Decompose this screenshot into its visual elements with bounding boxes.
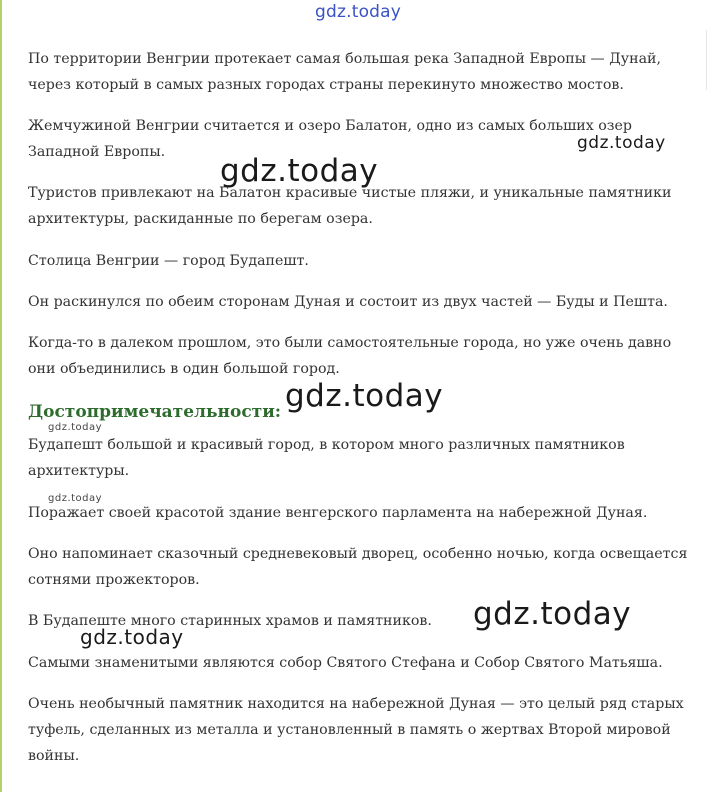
- paragraph-history: Когда-то в далеком прошлом, это были самостоятельные города, но уже очень давно они объединились в один большой город.: [28, 335, 672, 377]
- paragraph-parliament: Поражает своей красотой здание венгерского парламента на набережной Дуная.: [28, 505, 648, 521]
- section-heading: Достопримечательности:: [28, 402, 282, 422]
- paragraph-danube: По территории Венгрии протекает самая большая река Западной Европы — Дунай, через который в самых разных городах страны перекинуто множество мостов.: [28, 51, 661, 93]
- watermark: gdz.today: [577, 133, 666, 153]
- paragraph-cathedrals: Самыми знаменитыми являются собор Святого Стефана и Собор Святого Матьяша.: [28, 655, 663, 671]
- paragraph-balaton: Жемчужиной Венгрии считается и озеро Балатон, одно из самых больших озер Западной Европы.: [28, 118, 632, 160]
- paragraph-shoes-memorial: Очень необычный памятник находится на набережной Дуная — это целый ряд старых туфель, сделанных из металла и установленный в память о жертвах Второй мировой войны.: [28, 696, 684, 764]
- right-border: [706, 30, 707, 90]
- watermark: gdz.today: [80, 625, 184, 649]
- paragraph-palace: Оно напоминает сказочный средневековый дворец, особенно ночью, когда освещается сотнями прожекторов.: [28, 546, 688, 588]
- watermark-top: gdz.today: [315, 2, 402, 22]
- watermark: gdz.today: [473, 596, 632, 632]
- paragraph-temples: В Будапеште много старинных храмов и памятников.: [28, 613, 432, 629]
- watermark: gdz.today: [220, 153, 379, 189]
- paragraph-budapest: Будапешт большой и красивый город, в котором много различных памятников архитектуры.: [28, 437, 625, 479]
- left-border: [0, 0, 2, 792]
- watermark: gdz.today: [48, 422, 103, 433]
- paragraph-balaton-tourists: Туристов привлекают на Балатон красивые чистые пляжи, и уникальные памятники архитектуры, раскиданные по берегам озера.: [28, 185, 672, 227]
- paragraph-buda-pest: Он раскинулся по обеим сторонам Дуная и состоит из двух частей — Буды и Пешта.: [28, 294, 668, 310]
- paragraph-capital: Столица Венгрии — город Будапешт.: [28, 253, 309, 269]
- watermark: gdz.today: [48, 493, 103, 504]
- watermark: gdz.today: [285, 378, 444, 414]
